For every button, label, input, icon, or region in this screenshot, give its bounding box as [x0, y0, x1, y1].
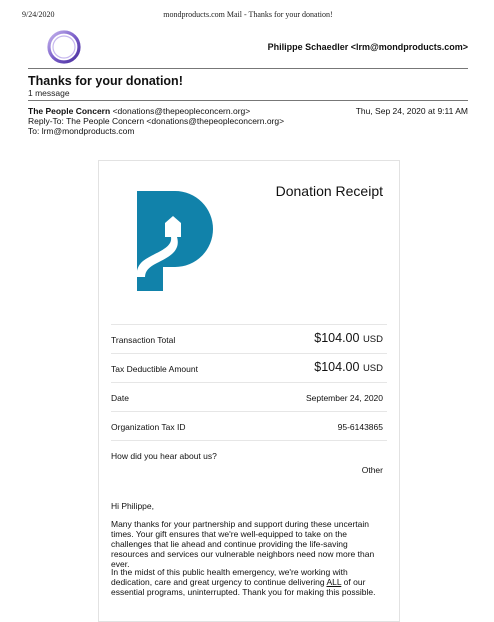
print-title: mondproducts.com Mail - Thanks for your donation!	[163, 10, 333, 19]
row-label: Date	[111, 393, 129, 403]
divider	[28, 68, 468, 69]
row-value: September 24, 2020	[305, 393, 383, 403]
row-label: Organization Tax ID	[111, 422, 186, 432]
row-value: Other	[361, 465, 383, 475]
divider	[28, 100, 468, 101]
letter-paragraph-2	[111, 567, 387, 597]
receipt-card	[98, 160, 400, 622]
row-label: Tax Deductible Amount	[111, 364, 198, 374]
paragraph-text: In the midst of this public health emergency, we're working with dedication, care and great urgency to continue delivering	[111, 567, 348, 587]
currency: USD	[362, 334, 383, 345]
receipt-row-tax-id	[111, 411, 387, 440]
reply-to-line: Reply-To: The People Concern <donations@thepeopleconcern.org>	[28, 116, 285, 126]
people-concern-p-logo-icon	[133, 191, 215, 291]
letter-paragraph-1: Many thanks for your partnership and support during these uncertain times. Your gift ensures that we're well-equipped to take on the challenges that lie ahead and continue providing the life-saving resources and services our vulnerable neighbors need now more than ever.	[111, 519, 375, 569]
email-subject: Thanks for your donation!	[28, 74, 183, 88]
ring-logo-icon	[45, 28, 83, 66]
print-header	[22, 10, 474, 22]
row-label: Transaction Total	[111, 335, 176, 345]
row-label: How did you hear about us?	[111, 451, 217, 461]
receipt-row-date	[111, 382, 387, 411]
message-count: 1 message	[28, 88, 70, 98]
receipt-row-transaction-total	[111, 324, 387, 353]
print-date: 9/24/2020	[22, 10, 55, 19]
receipt-title: Donation Receipt	[275, 183, 383, 199]
row-value	[314, 331, 383, 345]
to-line: To: lrm@mondproducts.com	[28, 126, 135, 136]
from-line	[28, 106, 250, 116]
paragraph-text: of our essential programs, uninterrupted. Thank you for making this possible.	[111, 577, 376, 597]
sent-timestamp: Thu, Sep 24, 2020 at 9:11 AM	[355, 106, 468, 116]
sender-name: The People Concern	[28, 106, 111, 116]
letter-greeting: Hi Philippe,	[111, 501, 154, 511]
emphasis-text: ALL	[326, 577, 342, 587]
sender-email[interactable]: <donations@thepeopleconcern.org>	[112, 106, 251, 116]
amount: $104.00	[314, 360, 360, 374]
amount: $104.00	[314, 331, 360, 345]
receipt-row-tax-deductible	[111, 353, 387, 382]
account-label: Philippe Schaedler <lrm@mondproducts.com>	[267, 42, 468, 52]
row-value: 95-6143865	[337, 422, 383, 432]
row-value	[314, 360, 383, 374]
currency: USD	[362, 363, 383, 374]
receipt-row-referral	[111, 440, 387, 485]
